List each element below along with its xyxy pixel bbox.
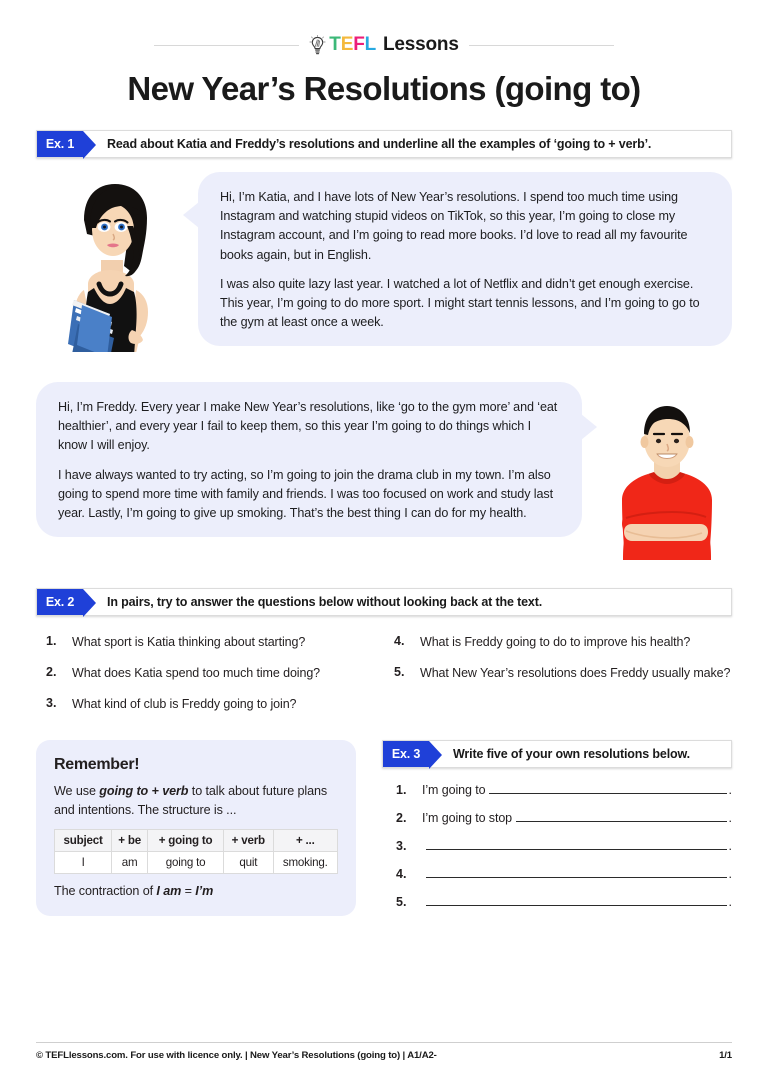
freddy-bubble-tail xyxy=(581,414,597,440)
exercise-2-questions xyxy=(36,634,732,726)
freddy-speech-bubble xyxy=(36,382,582,537)
table-header-cell: + verb xyxy=(224,830,274,852)
exercise-1-header xyxy=(36,130,732,158)
table-header-row xyxy=(55,830,338,852)
resolution-item[interactable] xyxy=(396,838,732,853)
contraction-mid: = xyxy=(181,884,196,899)
freddy-avatar xyxy=(602,390,732,570)
resolution-period: . xyxy=(728,867,732,882)
resolution-write-line[interactable] xyxy=(426,838,727,850)
resolution-write-line[interactable] xyxy=(516,810,726,822)
resolution-number: 2. xyxy=(396,811,407,826)
question-number: 1. xyxy=(46,634,57,649)
table-cell: going to xyxy=(148,852,224,874)
tefl-letter-e: E xyxy=(340,34,354,55)
grammar-structure-table xyxy=(54,829,338,874)
tefl-lessons-logo xyxy=(309,34,458,56)
katia-bubble-tail xyxy=(183,202,199,228)
resolution-lead-in: I’m going to xyxy=(422,783,486,798)
resolution-item[interactable] xyxy=(396,782,732,797)
katia-dialogue-row xyxy=(36,172,732,352)
remember-explanation xyxy=(54,782,338,819)
exercise-2-header xyxy=(36,588,732,616)
question-item xyxy=(394,634,732,652)
lessons-wordmark: Lessons xyxy=(383,34,459,55)
tefl-letter-f: F xyxy=(353,34,365,55)
table-row xyxy=(55,852,338,874)
page-title: New Year’s Resolutions (going to) xyxy=(127,70,641,107)
question-item xyxy=(46,665,368,683)
remember-text-before: We use xyxy=(54,784,100,799)
remember-text-bold: going to + verb xyxy=(99,784,189,799)
question-number: 4. xyxy=(394,634,405,649)
freddy-paragraph-1: Hi, I’m Freddy. Every year I make New Year’s resolutions, like ‘go to the gym more’ and ‘eat healthier’, and every year I fail to keep them, so this year I’m going to do things which I know I will enjoy. xyxy=(58,400,558,453)
exercise-3-header xyxy=(382,740,732,768)
contraction-bold-1: I am xyxy=(156,884,182,899)
katia-avatar xyxy=(36,172,184,352)
brand-rule-left xyxy=(154,45,299,46)
resolution-number: 1. xyxy=(396,783,407,798)
resolution-item[interactable] xyxy=(396,866,732,881)
exercise-1-instruction: Read about Katia and Freddy’s resolutions and underline all the examples of ‘going to + verb’. xyxy=(107,137,652,152)
contraction-note xyxy=(54,884,338,898)
question-text: What sport is Katia thinking about starting? xyxy=(72,635,306,650)
remember-box xyxy=(36,740,356,916)
contraction-bold-2: I’m xyxy=(195,884,214,899)
question-number: 5. xyxy=(394,664,405,679)
exercise-1-tag: Ex. 1 xyxy=(37,131,83,157)
table-header-cell: + ... xyxy=(273,830,337,852)
resolution-item[interactable] xyxy=(396,894,732,909)
question-item xyxy=(394,665,732,683)
exercise-3-tag: Ex. 3 xyxy=(383,741,429,767)
question-text: What New Year’s resolutions does Freddy usually make? xyxy=(420,665,731,680)
lightbulb-icon xyxy=(309,35,326,55)
resolution-write-line[interactable] xyxy=(489,782,726,794)
exercise-2-tag: Ex. 2 xyxy=(37,589,83,615)
freddy-dialogue-row xyxy=(36,382,732,570)
tefl-letter-t: T xyxy=(329,34,341,55)
page-footer xyxy=(36,1042,732,1061)
footer-copyright: © TEFLlessons.com. For use with licence only. | New Year’s Resolutions (going to) | A1/A2- xyxy=(36,1050,437,1061)
questions-column-left xyxy=(36,634,384,726)
question-text: What kind of club is Freddy going to join? xyxy=(72,696,297,711)
table-header-cell: subject xyxy=(55,830,112,852)
exercise-3-section xyxy=(382,740,732,922)
katia-paragraph-1: Hi, I’m Katia, and I have lots of New Year’s resolutions. I spend too much time using Instagram and watching stupid videos on TikTok, so this year, I’m going to close my Instagram account, and I’m going to read more books. I’d love to read all my favourite books again, but in English. xyxy=(220,190,688,262)
exercise-3-instruction: Write five of your own resolutions below. xyxy=(453,747,690,762)
resolution-write-line[interactable] xyxy=(426,894,727,906)
katia-paragraph-2: I was also quite lazy last year. I watched a lot of Netflix and didn’t get enough exercise. This year, I’m going to do more sport. I might start tennis lessons, and I’m going to go to the gym at least once a week. xyxy=(220,276,700,329)
resolution-period: . xyxy=(728,783,732,798)
tefl-wordmark xyxy=(329,34,376,56)
brand-rule-right xyxy=(469,45,614,46)
resolution-period: . xyxy=(728,895,732,910)
table-cell: I xyxy=(55,852,112,874)
brand-header xyxy=(36,0,732,56)
question-item xyxy=(46,634,368,652)
table-header-cell: + be xyxy=(112,830,148,852)
remember-text-after: to talk about future plans and intentions. The structure is ... xyxy=(54,784,328,817)
table-cell: quit xyxy=(224,852,274,874)
question-number: 2. xyxy=(46,664,57,679)
katia-speech-bubble xyxy=(198,172,732,346)
resolution-item[interactable] xyxy=(396,810,732,825)
remember-heading: Remember! xyxy=(54,756,140,774)
question-number: 3. xyxy=(46,695,57,710)
table-header-cell: + going to xyxy=(148,830,224,852)
question-text: What is Freddy going to do to improve his health? xyxy=(420,635,691,650)
questions-column-right xyxy=(384,634,732,726)
table-cell: am xyxy=(112,852,148,874)
tefl-letter-l: L xyxy=(364,34,376,55)
question-text: What does Katia spend too much time doing? xyxy=(72,665,321,680)
table-cell: smoking. xyxy=(273,852,337,874)
resolution-lead-in: I’m going to stop xyxy=(422,811,513,826)
resolution-number: 5. xyxy=(396,895,407,910)
footer-page-number: 1/1 xyxy=(719,1050,732,1061)
resolutions-list xyxy=(382,782,732,909)
exercise-2-instruction: In pairs, try to answer the questions below without looking back at the text. xyxy=(107,595,543,610)
resolution-write-line[interactable] xyxy=(426,866,727,878)
question-item xyxy=(46,696,368,714)
freddy-paragraph-2: I have always wanted to try acting, so I’m going to join the drama club in my town. I’m also going to spend more time with family and friends. I was too focused on work and study last year. Lastly, I’m going to give up smoking. That’s the best thing I can do for my health. xyxy=(58,467,554,520)
resolution-number: 4. xyxy=(396,867,407,882)
resolution-period: . xyxy=(728,839,732,854)
lower-section xyxy=(36,740,732,922)
contraction-before: The contraction of xyxy=(54,884,157,899)
resolution-period: . xyxy=(728,811,732,826)
resolution-number: 3. xyxy=(396,839,407,854)
